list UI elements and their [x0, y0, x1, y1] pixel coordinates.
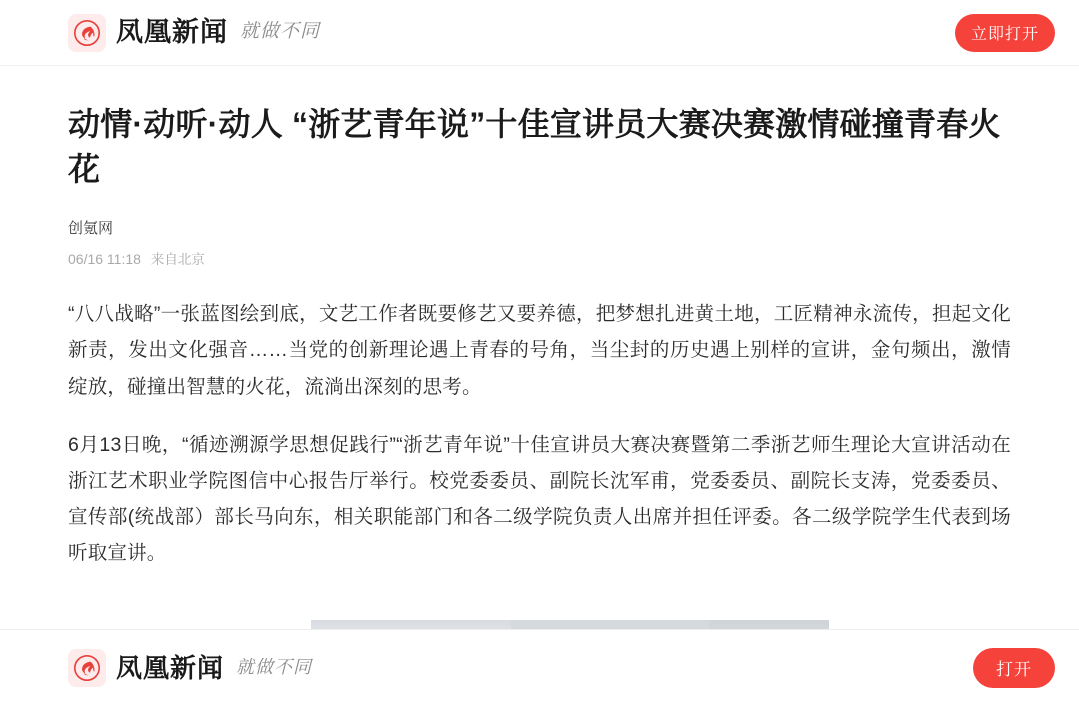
- brand-slogan: 就做不同: [236, 656, 313, 677]
- brand-slogan: 就做不同: [240, 21, 321, 42]
- article-meta: [68, 248, 1011, 268]
- article-timestamp: 06/16 11:18: [68, 251, 141, 268]
- brand-name: 凤凰新闻: [116, 17, 228, 47]
- article-container: [0, 66, 1079, 593]
- phoenix-logo-icon: [68, 649, 106, 687]
- page-title: 动情·动听·动人 “浙艺青年说”十佳宣讲员大赛决赛激情碰撞青春火花: [68, 106, 1001, 188]
- open-app-button-footer[interactable]: 打开: [973, 648, 1055, 688]
- article-source: 创氪网: [68, 219, 114, 237]
- bottom-app-bar: [0, 629, 1079, 705]
- brand-footer[interactable]: [68, 649, 312, 687]
- brand-header[interactable]: [68, 14, 320, 52]
- article-paragraph-1: “八八战略”一张蓝图绘到底，文艺工作者既要修艺又要养德，把梦想扎进黄土地，工匠精神永流传，担起文化新责，发出文化强音……当党的创新理论遇上青春的号角，当尘封的历史遇上别样的宣讲，金句频出，激情绽放，碰撞出智慧的火花，流淌出深刻的思考。: [68, 303, 1011, 398]
- article-location: 来自北京: [150, 252, 205, 268]
- phoenix-logo-icon: [68, 14, 106, 52]
- top-app-bar: [0, 0, 1079, 66]
- open-app-button[interactable]: 立即打开: [955, 14, 1055, 52]
- article-paragraph-2: 6月13日晚，“循迹溯源学思想促践行”“浙艺青年说”十佳宣讲员大赛决赛暨第二季浙艺师生理论大宣讲活动在浙江艺术职业学院图信中心报告厅举行。校党委委员、副院长沈军甫，党委委员、副院长支涛，党委委员、宣传部(统战部）部长马向东，相关职能部门和各二级学院负责人出席并担任评委。各二级学院学生代表到场听取宣讲。: [68, 433, 1011, 564]
- brand-name: 凤凰新闻: [116, 652, 225, 683]
